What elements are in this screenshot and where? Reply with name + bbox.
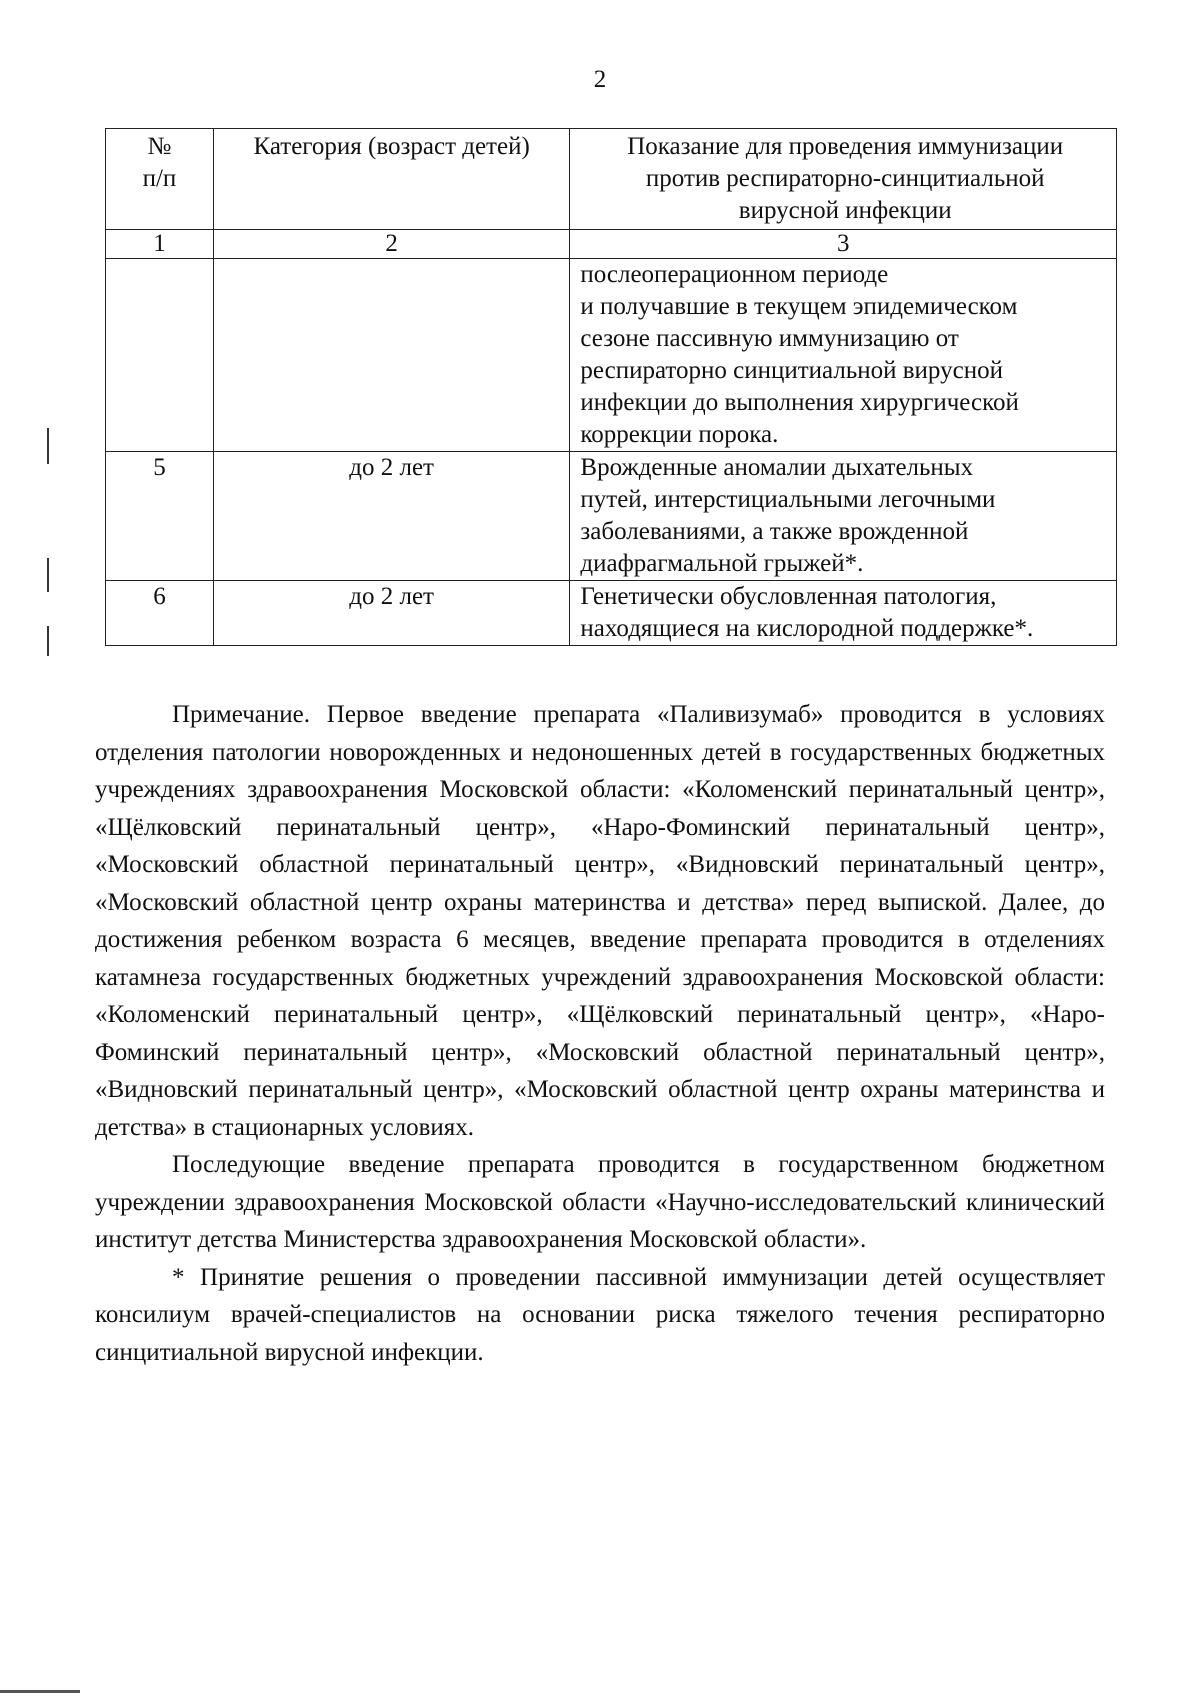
header-indication-line: Показание для проведения иммунизации — [627, 133, 1064, 160]
indication-line: Врожденные аномалии дыхательных — [580, 454, 974, 481]
header-indication-line: против респираторно-синцитиальной — [645, 165, 1045, 192]
indication-line: коррекции порока. — [580, 421, 779, 448]
column-number: 3 — [570, 230, 1117, 259]
header-number-line: № — [147, 133, 172, 160]
row-indication — [570, 581, 1117, 646]
table-row — [106, 452, 1117, 581]
header-category: Категория (возраст детей) — [213, 129, 570, 230]
note-paragraph: Примечание. Первое введение препарата «Паливизумаб» проводится в условиях отделения патологии новорожденных и недоношенных детей в государственных бюджетных учреждениях здравоохранения Московской области: «Коломенский перинатальный центр», «Щёлковский перинатальный центр», «Наро-Фоминский перинатальный центр», «Московский областной перинатальный центр», «Видновский перинатальный центр», «Московский областной центр охраны материнства и детства» перед выпиской. Далее, до достижения ребенком возраста 6 месяцев, введение препарата проводится в отделениях катамнеза государственных бюджетных учреждений здравоохранения Московской области: «Коломенский перинатальный центр», «Щёлковский перинатальный центр», «Наро-Фоминский перинатальный центр», «Московский областной перинатальный центр», «Видновский перинатальный центр», «Московский областной центр охраны материнства и детства» в стационарных условиях. — [95, 701, 1105, 1141]
scan-edge-mark — [47, 558, 49, 592]
column-number-row — [106, 230, 1117, 259]
header-number-line: п/п — [142, 165, 177, 192]
scan-edge-mark — [47, 626, 49, 656]
indication-line: послеоперационном периоде — [580, 261, 889, 288]
row-indication — [570, 259, 1117, 452]
header-indication — [570, 129, 1117, 230]
indication-line: респираторно синцитиальной вирусной — [580, 357, 1003, 384]
indication-line: диафрагмальной грыжей*. — [580, 550, 864, 577]
indication-line: путей, интерстициальными легочными — [580, 486, 996, 513]
indication-line: и получавшие в текущем эпидемическом — [580, 293, 1018, 320]
row-category — [213, 259, 570, 452]
row-indication — [570, 452, 1117, 581]
row-number: 5 — [106, 452, 214, 581]
table-row — [106, 581, 1117, 646]
row-number — [106, 259, 214, 452]
row-category: до 2 лет — [213, 581, 570, 646]
indication-line: заболеваниями, а также врожденной — [580, 518, 969, 545]
indication-line: инфекции до выполнения хирургической — [580, 389, 1019, 416]
immunization-table — [105, 128, 1117, 646]
indication-line: Генетически обусловленная патология, — [580, 583, 997, 610]
row-category: до 2 лет — [213, 452, 570, 581]
table-header-row — [106, 129, 1117, 230]
column-number: 2 — [213, 230, 570, 259]
table-row — [106, 259, 1117, 452]
scan-edge-mark — [47, 428, 49, 464]
footnote-paragraph: * Принятие решения о проведении пассивной иммунизации детей осуществляет консилиум врачей-специалистов на основании риска тяжелого течения респираторно синцитиальной вирусной инфекции. — [95, 1263, 1105, 1366]
page-number: 2 — [593, 66, 607, 93]
header-number — [106, 129, 214, 230]
note-section — [95, 696, 1105, 1371]
row-number: 6 — [106, 581, 214, 646]
header-indication-line: вирусной инфекции — [738, 197, 952, 224]
indication-line: находящиеся на кислородной поддержке*. — [580, 615, 1034, 642]
follow-up-paragraph: Последующие введение препарата проводится в государственном бюджетном учреждении здравоохранения Московской области «Научно-исследовательский клинический институт детства Министерства здравоохранения Московской области». — [95, 1151, 1105, 1253]
column-number: 1 — [106, 230, 214, 259]
scan-edge-mark — [0, 1690, 80, 1693]
indication-line: сезоне пассивную иммунизацию от — [580, 325, 959, 352]
